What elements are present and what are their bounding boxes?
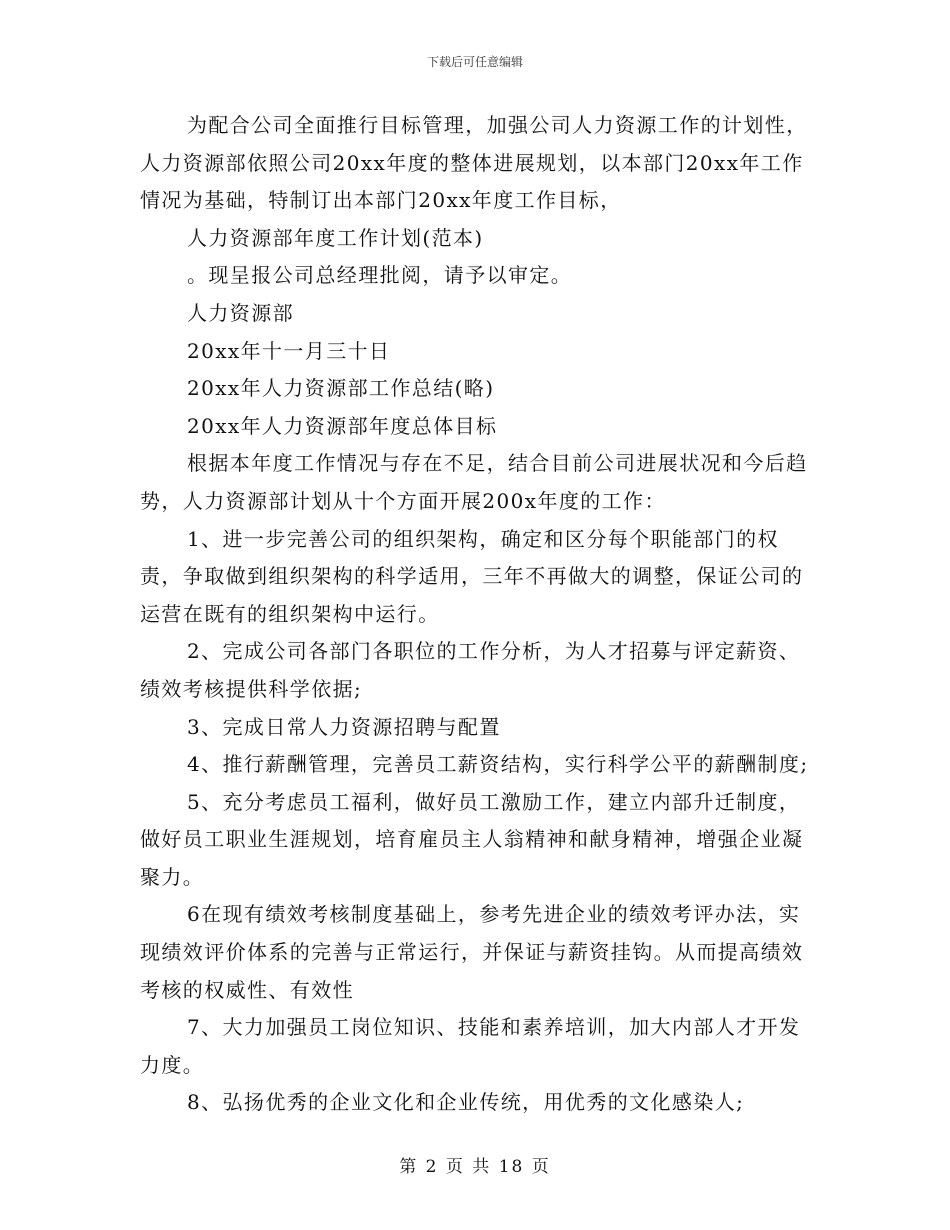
paragraph-intro: 为配合公司全面推行目标管理，加强公司人力资源工作的计划性，人力资源部依照公司20xx年度的整体进展规划，以本部门20xx年工作情况为基础，特制订出本部门20xx年度工作目标， — [140, 113, 808, 213]
page-header: 下载后可任意编辑 — [426, 55, 523, 69]
list-item-5: 5、充分考虑员工福利，做好员工激励工作，建立内部升迁制度，做好员工职业生涯规划，培育雇员主人翁精神和献身精神，增强企业凝聚力。 — [140, 789, 804, 889]
list-item-4: 4、推行薪酬管理，完善员工薪资结构，实行科学公平的薪酬制度; — [187, 752, 809, 777]
paragraph-submit-note: 。现呈报公司总经理批阅，请予以审定。 — [187, 263, 573, 288]
paragraph-goal-heading: 20xx年人力资源部年度总体目标 — [187, 413, 498, 438]
paragraph-summary-heading: 20xx年人力资源部工作总结(略) — [187, 376, 495, 401]
paragraph-department: 人力资源部 — [187, 300, 294, 325]
list-item-3: 3、完成日常人力资源招聘与配置 — [187, 714, 501, 739]
paragraph-goal-intro: 根据本年度工作情况与存在不足，结合目前公司进展状况和今后趋势，人力资源部计划从十个方面开展200x年度的工作： — [140, 451, 808, 513]
list-item-2: 2、完成公司各部门各职位的工作分析，为人才招募与评定薪资、绩效考核提供科学依据; — [140, 639, 801, 701]
list-item-6: 6在现有绩效考核制度基础上，参考先进企业的绩效考评办法，实现绩效评价体系的完善与正常运行，并保证与薪资挂钩。从而提高绩效考核的权威性、有效性 — [140, 902, 804, 1002]
paragraph-date: 20xx年十一月三十日 — [187, 338, 391, 363]
page-number-footer: 第 2 页 共 18 页 — [399, 1157, 551, 1177]
list-item-7: 7、大力加强员工岗位知识、技能和素养培训，加大内部人才开发力度。 — [140, 1015, 801, 1077]
list-item-8: 8、弘扬优秀的企业文化和企业传统，用优秀的文化感染人; — [187, 1090, 745, 1115]
document-body — [140, 107, 820, 1122]
paragraph-plan-title: 人力资源部年度工作计划(范本) — [187, 225, 484, 250]
list-item-1: 1、进一步完善公司的组织架构，确定和区分每个职能部门的权责，争取做到组织架构的科学适用，三年不再做大的调整，保证公司的运营在既有的组织架构中运行。 — [140, 526, 804, 626]
